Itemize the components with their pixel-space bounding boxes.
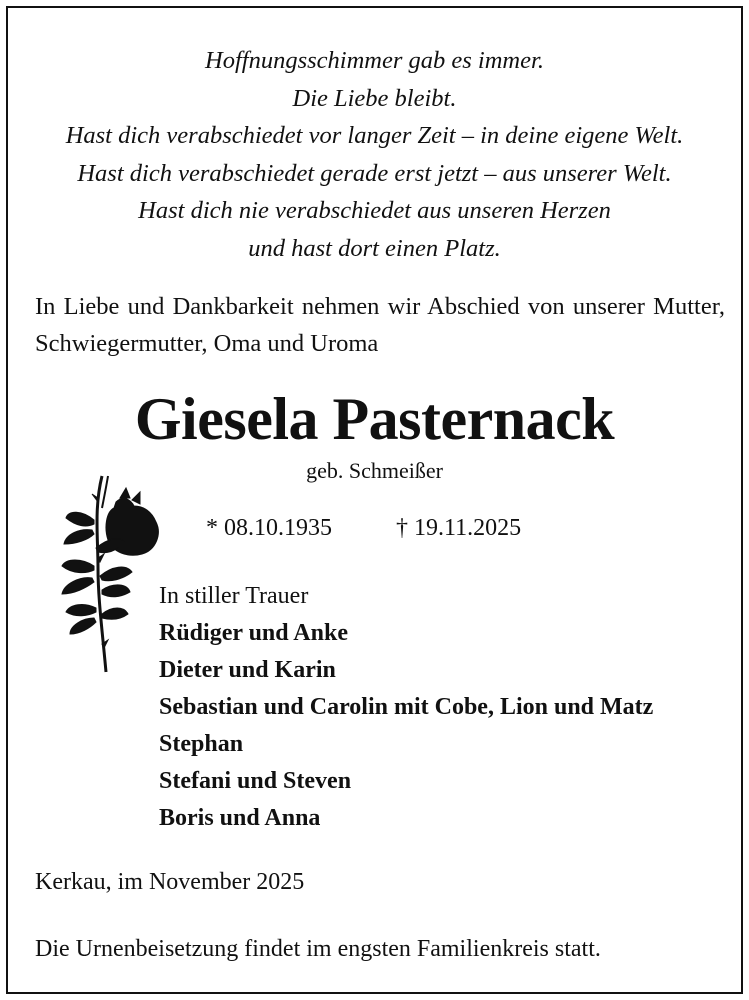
mourner-entry: Stefani und Steven [159, 768, 352, 794]
mourner-entry: Rüdiger und Anke [159, 620, 348, 646]
deceased-name: Giesela Pasternack [134, 386, 615, 452]
burial-note: Die Urnenbeisetzung findet im engsten Familienkreis statt. [35, 936, 601, 962]
poem-line: Die Liebe bleibt. [292, 84, 457, 112]
death-date: † 19.11.2025 [396, 515, 522, 541]
rose-icon [36, 468, 162, 674]
mourners-list [159, 578, 739, 837]
poem-line: Hast dich nie verabschiedet aus unseren Herzen [138, 197, 611, 224]
poem-line: Hast dich verabschiedet vor langer Zeit – in deine eigene Welt. [65, 122, 684, 149]
mourner-entry: Stephan [159, 731, 244, 757]
mourner-entry: Boris und Anna [159, 805, 321, 831]
mourner-entry: Sebastian und Carolin mit Cobe, Lion und Matz [159, 694, 654, 720]
place-date: Kerkau, im November 2025 [35, 869, 305, 895]
birth-date: * 08.10.1935 [206, 515, 332, 541]
obituary-notice [6, 6, 743, 994]
birth-name: geb. Schmeißer [306, 458, 443, 483]
intro-text: In Liebe und Dankbarkeit nehmen wir Abschied von unserer Mutter, Schwiegermutter, Oma und Uroma [35, 293, 725, 357]
poem-line: Hast dich verabschiedet gerade erst jetzt – aus unserer Welt. [77, 159, 672, 187]
poem-line: Hoffnungsschimmer gab es immer. [205, 47, 544, 74]
mourners-lead: In stiller Trauer [159, 583, 309, 609]
poem [8, 42, 741, 267]
poem-line: und hast dort einen Platz. [248, 234, 501, 262]
mourner-entry: Dieter und Karin [159, 657, 336, 683]
